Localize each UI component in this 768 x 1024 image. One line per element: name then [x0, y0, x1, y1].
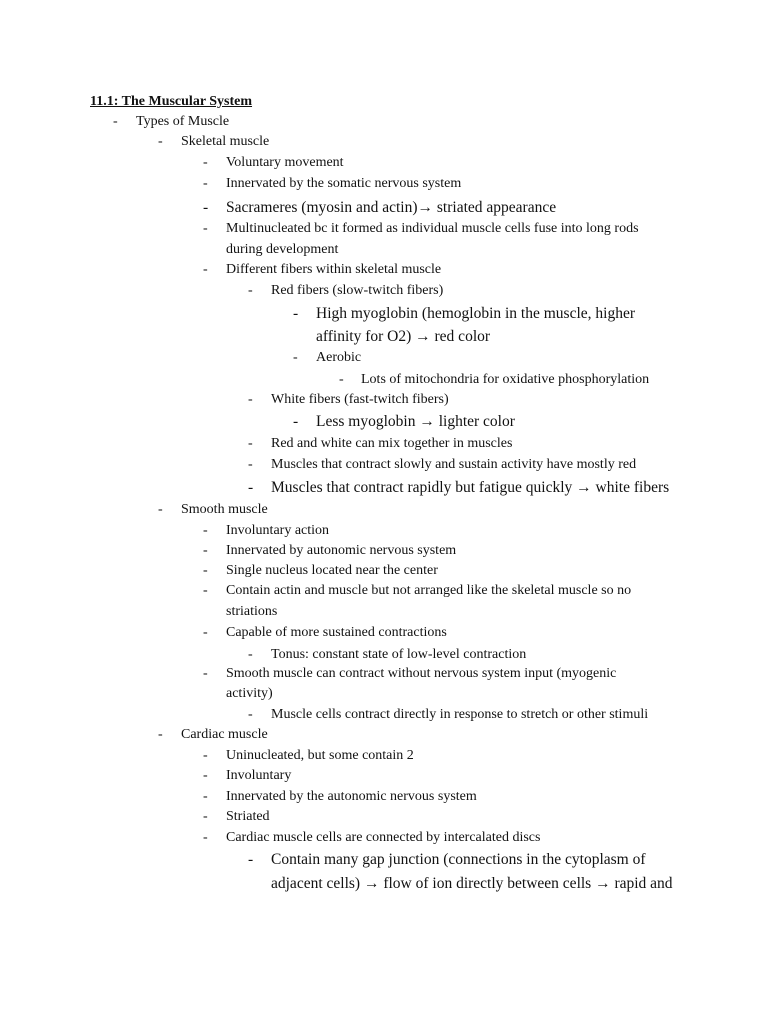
outline-item-text: Different fibers within skeletal muscle [226, 262, 442, 277]
outline-item-text: Tonus: constant state of low-level contraction [271, 647, 527, 662]
bullet-dash: - [248, 851, 254, 868]
outline-item-text: Red and white can mix together in muscles [271, 436, 513, 451]
outline-item-text: Less myoglobin → lighter color [316, 413, 515, 430]
outline-item-text: Contain actin and muscle but not arranged like the skeletal muscle so no [226, 583, 632, 598]
bullet-dash: - [248, 707, 253, 722]
outline-item-text: Uninucleated, but some contain 2 [226, 748, 414, 763]
outline-item-text: during development [226, 242, 339, 257]
outline-item-text: Involuntary action [226, 523, 330, 538]
outline-item-text: Sacrameres (myosin and actin)→ striated appearance [226, 199, 557, 216]
outline-item-text: Skeletal muscle [181, 134, 270, 149]
bullet-dash: - [339, 372, 344, 387]
bullet-dash: - [248, 436, 253, 451]
bullet-dash: - [203, 666, 208, 681]
outline-item-text: Single nucleus located near the center [226, 563, 438, 578]
bullet-dash: - [203, 830, 208, 845]
outline-item-text: Capable of more sustained contractions [226, 625, 447, 640]
bullet-dash: - [203, 176, 208, 191]
bullet-dash: - [293, 413, 299, 430]
bullet-dash: - [158, 134, 163, 149]
bullet-dash: - [203, 262, 208, 277]
bullet-dash: - [203, 583, 208, 598]
outline-item-text: Striated [226, 809, 270, 824]
outline-item-text: Voluntary movement [226, 155, 344, 170]
outline-item-text: activity) [226, 686, 273, 701]
outline-item-text: Muscles that contract rapidly but fatigue quickly → white fibers [271, 479, 670, 496]
outline-item-text: High myoglobin (hemoglobin in the muscle, higher [316, 305, 635, 322]
bullet-dash: - [203, 748, 208, 763]
bullet-dash: - [203, 523, 208, 538]
bullet-dash: - [203, 543, 208, 558]
outline-item-text: Innervated by the somatic nervous system [226, 176, 462, 191]
outline-item-text: Smooth muscle [181, 502, 268, 517]
outline-item-text: striations [226, 604, 278, 619]
outline-item-text: adjacent cells) → flow of ion directly between cells → rapid and [271, 875, 673, 892]
outline-item-text: White fibers (fast-twitch fibers) [271, 392, 449, 407]
bullet-dash: - [203, 199, 209, 216]
bullet-dash: - [203, 809, 208, 824]
outline-item-text: Cardiac muscle cells are connected by intercalated discs [226, 830, 541, 845]
bullet-dash: - [248, 283, 253, 298]
bullet-dash: - [203, 768, 208, 783]
outline-item-text: affinity for O2) → red color [316, 328, 491, 345]
outline-item-text: Contain many gap junction (connections in the cytoplasm of [271, 851, 646, 868]
bullet-dash: - [203, 155, 208, 170]
outline-item-text: Innervated by the autonomic nervous system [226, 789, 477, 804]
outline-item-text: Muscles that contract slowly and sustain activity have mostly red [271, 457, 637, 472]
bullet-dash: - [248, 479, 254, 496]
bullet-dash: - [158, 727, 163, 742]
bullet-dash: - [248, 647, 253, 662]
bullet-dash: - [248, 392, 253, 407]
bullet-dash: - [248, 457, 253, 472]
outline-item-text: Innervated by autonomic nervous system [226, 543, 457, 558]
outline-item-text: Lots of mitochondria for oxidative phosphorylation [361, 372, 650, 387]
bullet-dash: - [203, 625, 208, 640]
bullet-dash: - [113, 114, 118, 129]
outline-item-text: Smooth muscle can contract without nervous system input (myogenic [226, 666, 617, 681]
outline-item-text: Cardiac muscle [181, 727, 268, 742]
bullet-dash: - [203, 221, 208, 236]
bullet-dash: - [203, 789, 208, 804]
page-title: 11.1: The Muscular System [90, 94, 253, 109]
outline-item-text: Multinucleated bc it formed as individual muscle cells fuse into long rods [226, 221, 639, 236]
bullet-dash: - [158, 502, 163, 517]
bullet-dash: - [203, 563, 208, 578]
bullet-dash: - [293, 350, 298, 365]
outline-item-text: Types of Muscle [136, 114, 230, 129]
bullet-dash: - [293, 305, 299, 322]
outline-item-text: Muscle cells contract directly in response to stretch or other stimuli [271, 707, 649, 722]
outline-item-text: Red fibers (slow-twitch fibers) [271, 283, 444, 298]
outline-item-text: Aerobic [316, 350, 362, 365]
outline-item-text: Involuntary [226, 768, 292, 783]
